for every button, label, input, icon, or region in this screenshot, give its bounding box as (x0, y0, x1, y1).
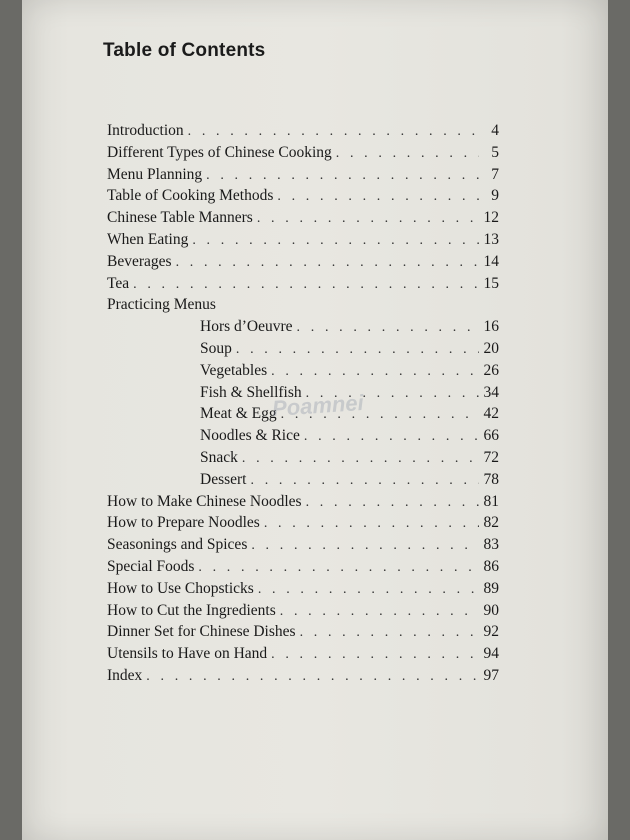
dot-leader (198, 557, 479, 578)
dot-leader (306, 383, 479, 404)
dot-leader (146, 666, 479, 687)
toc-page-number: 94 (483, 645, 499, 663)
toc-page-number: 78 (483, 470, 499, 488)
toc-entry-label: Practicing Menus (107, 296, 216, 314)
toc-entry-label: Index (107, 666, 143, 684)
toc-entry-label: How to Use Chopsticks (107, 579, 254, 597)
toc-entry (107, 207, 499, 229)
toc-subentry (107, 469, 499, 491)
toc-entry (107, 491, 499, 513)
toc-entry-label: Snack (200, 448, 238, 466)
toc-subentry (107, 316, 499, 338)
toc-entry-label: When Eating (107, 230, 189, 248)
toc-subentry (107, 360, 499, 382)
dot-leader (277, 186, 479, 207)
dot-leader (251, 535, 479, 556)
toc-entry-label: Fish & Shellfish (200, 383, 302, 401)
toc-entry-label: Introduction (107, 122, 184, 139)
dot-leader (271, 361, 479, 382)
toc-subentry (107, 382, 499, 404)
toc-page-number: 92 (483, 623, 499, 641)
toc-subentry (107, 447, 499, 469)
toc-page-number: 9 (491, 187, 499, 205)
toc-entry-label: How to Prepare Noodles (107, 514, 260, 532)
toc-entry (107, 185, 499, 207)
toc-page-number: 14 (483, 252, 499, 270)
toc-entry (107, 164, 499, 186)
dot-leader (176, 252, 479, 273)
toc-page-number: 12 (483, 209, 499, 227)
dot-leader (192, 230, 479, 251)
toc-page-number: 16 (483, 318, 499, 336)
dot-leader (264, 513, 479, 534)
dot-leader (242, 448, 479, 469)
toc-entry-label: Meat & Egg (200, 405, 277, 423)
toc-subentry (107, 338, 499, 360)
table-of-contents (107, 120, 499, 687)
dot-leader (306, 492, 479, 513)
toc-entry (107, 512, 499, 534)
toc-entry (107, 251, 499, 273)
toc-entry-label: Different Types of Chinese Cooking (107, 143, 332, 161)
toc-entry-label: Utensils to Have on Hand (107, 645, 268, 663)
toc-page-number: 81 (483, 492, 499, 510)
toc-entry-label: Hors d’Oeuvre (200, 318, 293, 336)
dot-leader (236, 339, 479, 360)
toc-entry-label: Chinese Table Manners (107, 209, 253, 227)
dot-leader (297, 317, 479, 338)
dot-leader (206, 165, 479, 186)
toc-entry-label: Noodles & Rice (200, 427, 300, 445)
dot-leader (188, 121, 479, 142)
toc-entry-label: Dessert (200, 470, 247, 488)
toc-page-number: 86 (483, 557, 499, 575)
toc-page-number: 42 (483, 405, 499, 423)
toc-entry (107, 621, 499, 643)
toc-page-number: 89 (483, 579, 499, 597)
toc-subentry (107, 425, 499, 447)
dot-leader (258, 579, 479, 600)
toc-entry-label: Vegetables (200, 361, 268, 379)
toc-page-number: 7 (491, 165, 499, 183)
toc-entry (107, 665, 499, 687)
toc-page-number: 97 (483, 666, 499, 684)
toc-entry-label: Soup (200, 339, 232, 357)
toc-entry (107, 229, 499, 251)
toc-entry-label: Dinner Set for Chinese Dishes (107, 623, 296, 641)
toc-page-number: 4 (491, 122, 499, 139)
toc-entry (107, 600, 499, 622)
dot-leader (271, 644, 479, 665)
book-page (22, 0, 608, 840)
dot-leader (257, 208, 479, 229)
dot-leader (304, 426, 479, 447)
toc-entry (107, 120, 499, 142)
toc-page-number: 90 (483, 601, 499, 619)
toc-page-number: 82 (483, 514, 499, 532)
toc-page-number: 26 (483, 361, 499, 379)
toc-entry (107, 534, 499, 556)
toc-entry-label: How to Make Chinese Noodles (107, 492, 302, 510)
toc-entry (107, 142, 499, 164)
dot-leader (251, 470, 480, 491)
toc-page-number: 5 (491, 143, 499, 161)
toc-entry-label: Tea (107, 274, 130, 292)
toc-page-number: 66 (483, 427, 499, 445)
watermark: Poamnei (271, 389, 365, 422)
toc-page-number: 20 (483, 339, 499, 357)
toc-entry-label: How to Cut the Ingredients (107, 601, 276, 619)
toc-subentry (107, 403, 499, 425)
dot-leader (133, 274, 479, 295)
toc-entry-label: Beverages (107, 252, 172, 270)
toc-entry-label: Table of Cooking Methods (107, 187, 274, 205)
dot-leader (281, 404, 479, 425)
toc-page-number: 72 (483, 448, 499, 466)
dot-leader (336, 143, 479, 164)
toc-entry (107, 294, 499, 316)
toc-page-number: 83 (483, 536, 499, 554)
toc-page-number: 15 (483, 274, 499, 292)
toc-page-number: 13 (483, 230, 499, 248)
toc-page-number: 34 (483, 383, 499, 401)
toc-entry (107, 643, 499, 665)
page-title: Table of Contents (103, 40, 266, 61)
toc-entry-label: Menu Planning (107, 165, 203, 183)
toc-entry (107, 578, 499, 600)
toc-entry-label: Special Foods (107, 557, 195, 575)
dot-leader (280, 601, 479, 622)
dot-leader (300, 622, 479, 643)
toc-entry (107, 273, 499, 295)
toc-entry-label: Seasonings and Spices (107, 536, 248, 554)
toc-entry (107, 556, 499, 578)
